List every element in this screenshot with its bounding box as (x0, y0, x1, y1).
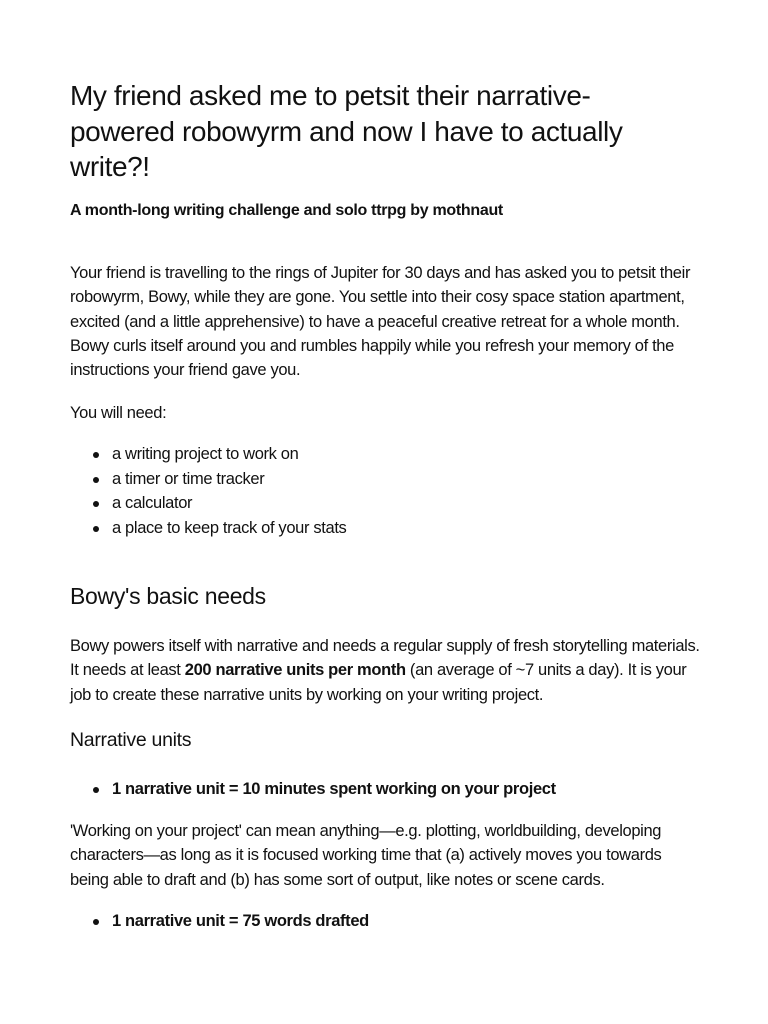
document-title: My friend asked me to petsit their narrative-powered robowyrm and now I have to actually write?! (70, 80, 623, 182)
rule-minutes: 1 narrative unit = 10 minutes spent working on your project (70, 777, 556, 802)
rule-list-words (70, 909, 369, 934)
subheading-narrative-units: Narrative units (70, 729, 192, 751)
you-will-need-label: You will need: (70, 404, 167, 422)
basic-needs-paragraph (70, 634, 702, 707)
basic-needs-text-before: Bowy powers itself with narrative and needs a regular supply of fresh storytelling materials. It needs at least (70, 637, 700, 680)
list-item: a place to keep track of your stats (70, 516, 346, 541)
list-item: a timer or time tracker (70, 467, 346, 492)
intro-paragraph: Your friend is travelling to the rings of Jupiter for 30 days and has asked you to petsit their robowyrm, Bowy, while they are gone. You settle into their cosy space station apartment, excited (and a little apprehensive) to have a peaceful creative retreat for a whole month. Bowy curls itself around you and rumbles happily while you refresh your memory of the instructions your friend gave you. (70, 264, 691, 380)
rule-list-minutes (70, 777, 556, 802)
needs-list (70, 442, 346, 540)
list-item: a writing project to work on (70, 442, 346, 467)
rule-words: 1 narrative unit = 75 words drafted (70, 909, 369, 934)
section-heading-basic-needs: Bowy's basic needs (70, 583, 266, 609)
document-subtitle: A month-long writing challenge and solo ttrpg by mothnaut (70, 202, 503, 219)
basic-needs-text-after: (an average of ~7 units a day). It is your job to create these narrative units by working on your writing project. (70, 661, 687, 704)
working-description-paragraph: 'Working on your project' can mean anything—e.g. plotting, worldbuilding, developing characters—as long as it is focused working time that (a) actively moves you towards being able to draft and (b) has some sort of output, like notes or scene cards. (70, 822, 662, 889)
basic-needs-bold-text: 200 narrative units per month (184, 661, 406, 680)
list-item: a calculator (70, 491, 346, 516)
